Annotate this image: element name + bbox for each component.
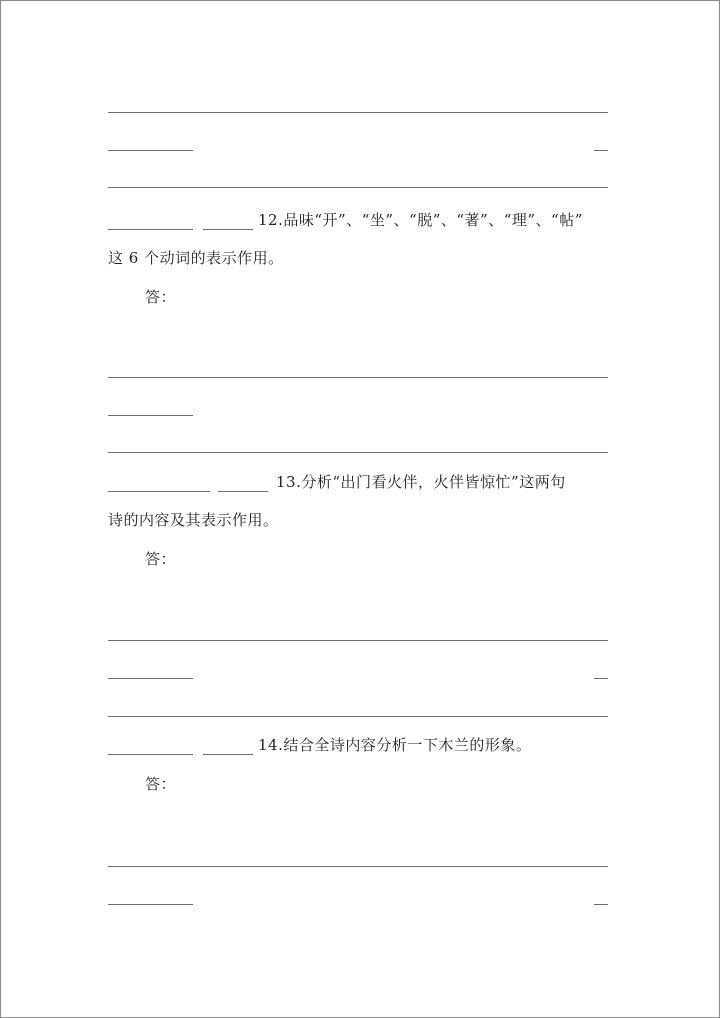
- answer-line: [108, 187, 608, 188]
- question-13-text-cont: 诗的内容及其表示作用。: [108, 511, 279, 529]
- answer-line-short: [108, 678, 193, 679]
- answer-line: [108, 716, 608, 717]
- blank-line: [108, 754, 193, 755]
- question-12-text: 12.品味“开”、“坐”、“脱”、“著”、“理”、“帖”: [258, 211, 583, 229]
- question-12-text-cont: 这 6 个动词的表示作用。: [108, 249, 284, 267]
- answer-line: [108, 377, 608, 378]
- answer-line: [108, 866, 608, 867]
- answer-line-short: [108, 150, 193, 151]
- blank-line: [203, 754, 253, 755]
- blank-line: [203, 229, 253, 230]
- answer-line-end: [594, 150, 608, 151]
- blank-line: [218, 491, 268, 492]
- answer-line-short: [108, 415, 193, 416]
- answer-line-end: [594, 904, 608, 905]
- answer-line-short: [108, 904, 193, 905]
- answer-label: 答：: [145, 550, 177, 568]
- answer-line-end: [594, 678, 608, 679]
- answer-line: [108, 112, 608, 113]
- blank-line: [108, 229, 193, 230]
- answer-line: [108, 452, 608, 453]
- answer-label: 答：: [145, 288, 177, 306]
- blank-line: [108, 491, 210, 492]
- answer-label: 答：: [145, 775, 177, 793]
- question-14-text: 14.结合全诗内容分析一下木兰的形象。: [258, 736, 532, 754]
- answer-line: [108, 640, 608, 641]
- question-13-text: 13.分析“出门看火伴，火伴皆惊忙”这两句: [276, 473, 566, 491]
